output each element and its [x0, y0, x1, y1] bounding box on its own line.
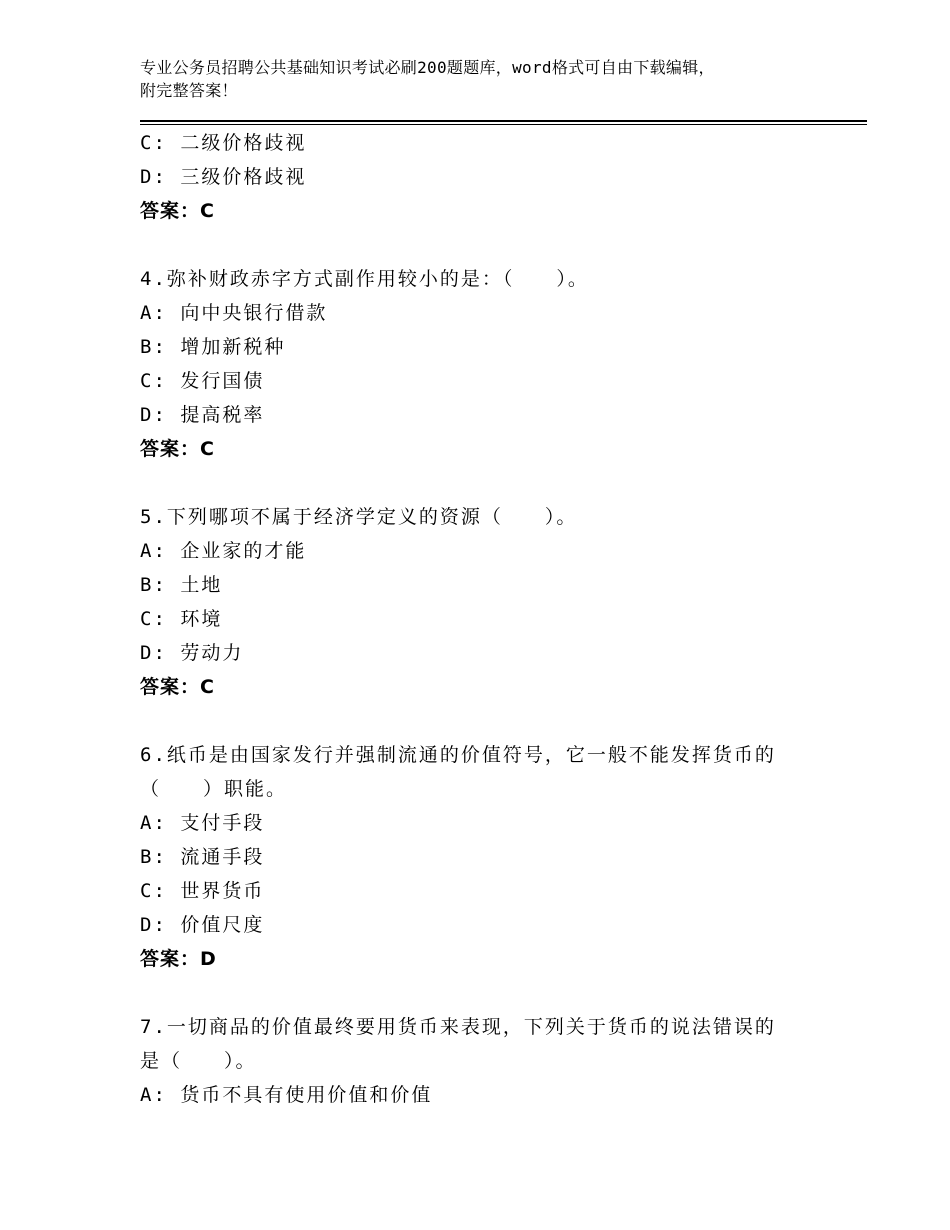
option-a: [140, 1078, 820, 1112]
option-text: 价值尺度: [180, 914, 265, 936]
option-a: [140, 296, 820, 330]
option-text: 向中央银行借款: [180, 302, 328, 324]
option-label: C:: [140, 370, 167, 392]
answer-line: 答案：C: [140, 676, 215, 698]
spacer: [140, 976, 820, 1010]
option-b: [140, 840, 820, 874]
option-c: [140, 602, 820, 636]
option-text: 增加新税种: [180, 336, 286, 358]
option-c: [140, 126, 820, 160]
spacer: [140, 466, 820, 500]
option-text: 提高税率: [180, 404, 265, 426]
option-b: [140, 330, 820, 364]
page-header: [140, 56, 840, 102]
option-label: A:: [140, 302, 167, 324]
option-text: 发行国债: [180, 370, 265, 392]
question-stem-line-2: 是（ ）。: [140, 1050, 257, 1072]
option-label: D:: [140, 642, 167, 664]
option-label: B:: [140, 336, 167, 358]
answer-line: 答案：C: [140, 438, 215, 460]
option-label: A:: [140, 540, 167, 562]
option-c: [140, 874, 820, 908]
question-4: [140, 262, 820, 466]
option-label: B:: [140, 574, 167, 596]
option-label: A:: [140, 812, 167, 834]
question-stem-line-2: （ ）职能。: [140, 778, 288, 800]
question-list: [140, 126, 820, 1112]
question-stem-line-1: 6.纸币是由国家发行并强制流通的价值符号，它一般不能发挥货币的: [140, 744, 776, 766]
option-text: 流通手段: [180, 846, 265, 868]
header-line-1: 专业公务员招聘公共基础知识考试必刷200题题库，word格式可自由下载编辑，: [140, 58, 715, 77]
question-6: [140, 738, 820, 976]
option-label: C:: [140, 880, 167, 902]
option-label: C:: [140, 608, 167, 630]
option-label: D:: [140, 404, 167, 426]
option-label: A:: [140, 1084, 167, 1106]
spacer: [140, 704, 820, 738]
header-line-2: 附完整答案！: [140, 81, 238, 100]
option-d: [140, 908, 820, 942]
option-text: 世界货币: [180, 880, 265, 902]
option-label: B:: [140, 846, 167, 868]
option-c: [140, 364, 820, 398]
option-text: 环境: [180, 608, 223, 630]
question-3-tail: [140, 126, 820, 228]
answer-line: 答案：D: [140, 948, 217, 970]
option-d: [140, 398, 820, 432]
option-label: D:: [140, 166, 167, 188]
header-divider: [140, 120, 867, 125]
question-stem: 5.下列哪项不属于经济学定义的资源（ ）。: [140, 506, 578, 528]
answer-line: 答案：C: [140, 200, 215, 222]
option-a: [140, 534, 820, 568]
option-text: 土地: [180, 574, 223, 596]
option-d: [140, 160, 820, 194]
option-text: 二级价格歧视: [180, 132, 307, 154]
spacer: [140, 228, 820, 262]
option-text: 三级价格歧视: [180, 166, 307, 188]
question-stem-line-1: 7.一切商品的价值最终要用货币来表现，下列关于货币的说法错误的: [140, 1016, 776, 1038]
option-text: 企业家的才能: [180, 540, 307, 562]
option-label: C:: [140, 132, 167, 154]
option-d: [140, 636, 820, 670]
option-a: [140, 806, 820, 840]
question-stem: 4.弥补财政赤字方式副作用较小的是：（ ）。: [140, 268, 589, 290]
question-5: [140, 500, 820, 704]
option-text: 货币不具有使用价值和价值: [180, 1084, 433, 1106]
option-text: 支付手段: [180, 812, 265, 834]
option-label: D:: [140, 914, 167, 936]
question-7: [140, 1010, 820, 1112]
option-b: [140, 568, 820, 602]
option-text: 劳动力: [180, 642, 244, 664]
